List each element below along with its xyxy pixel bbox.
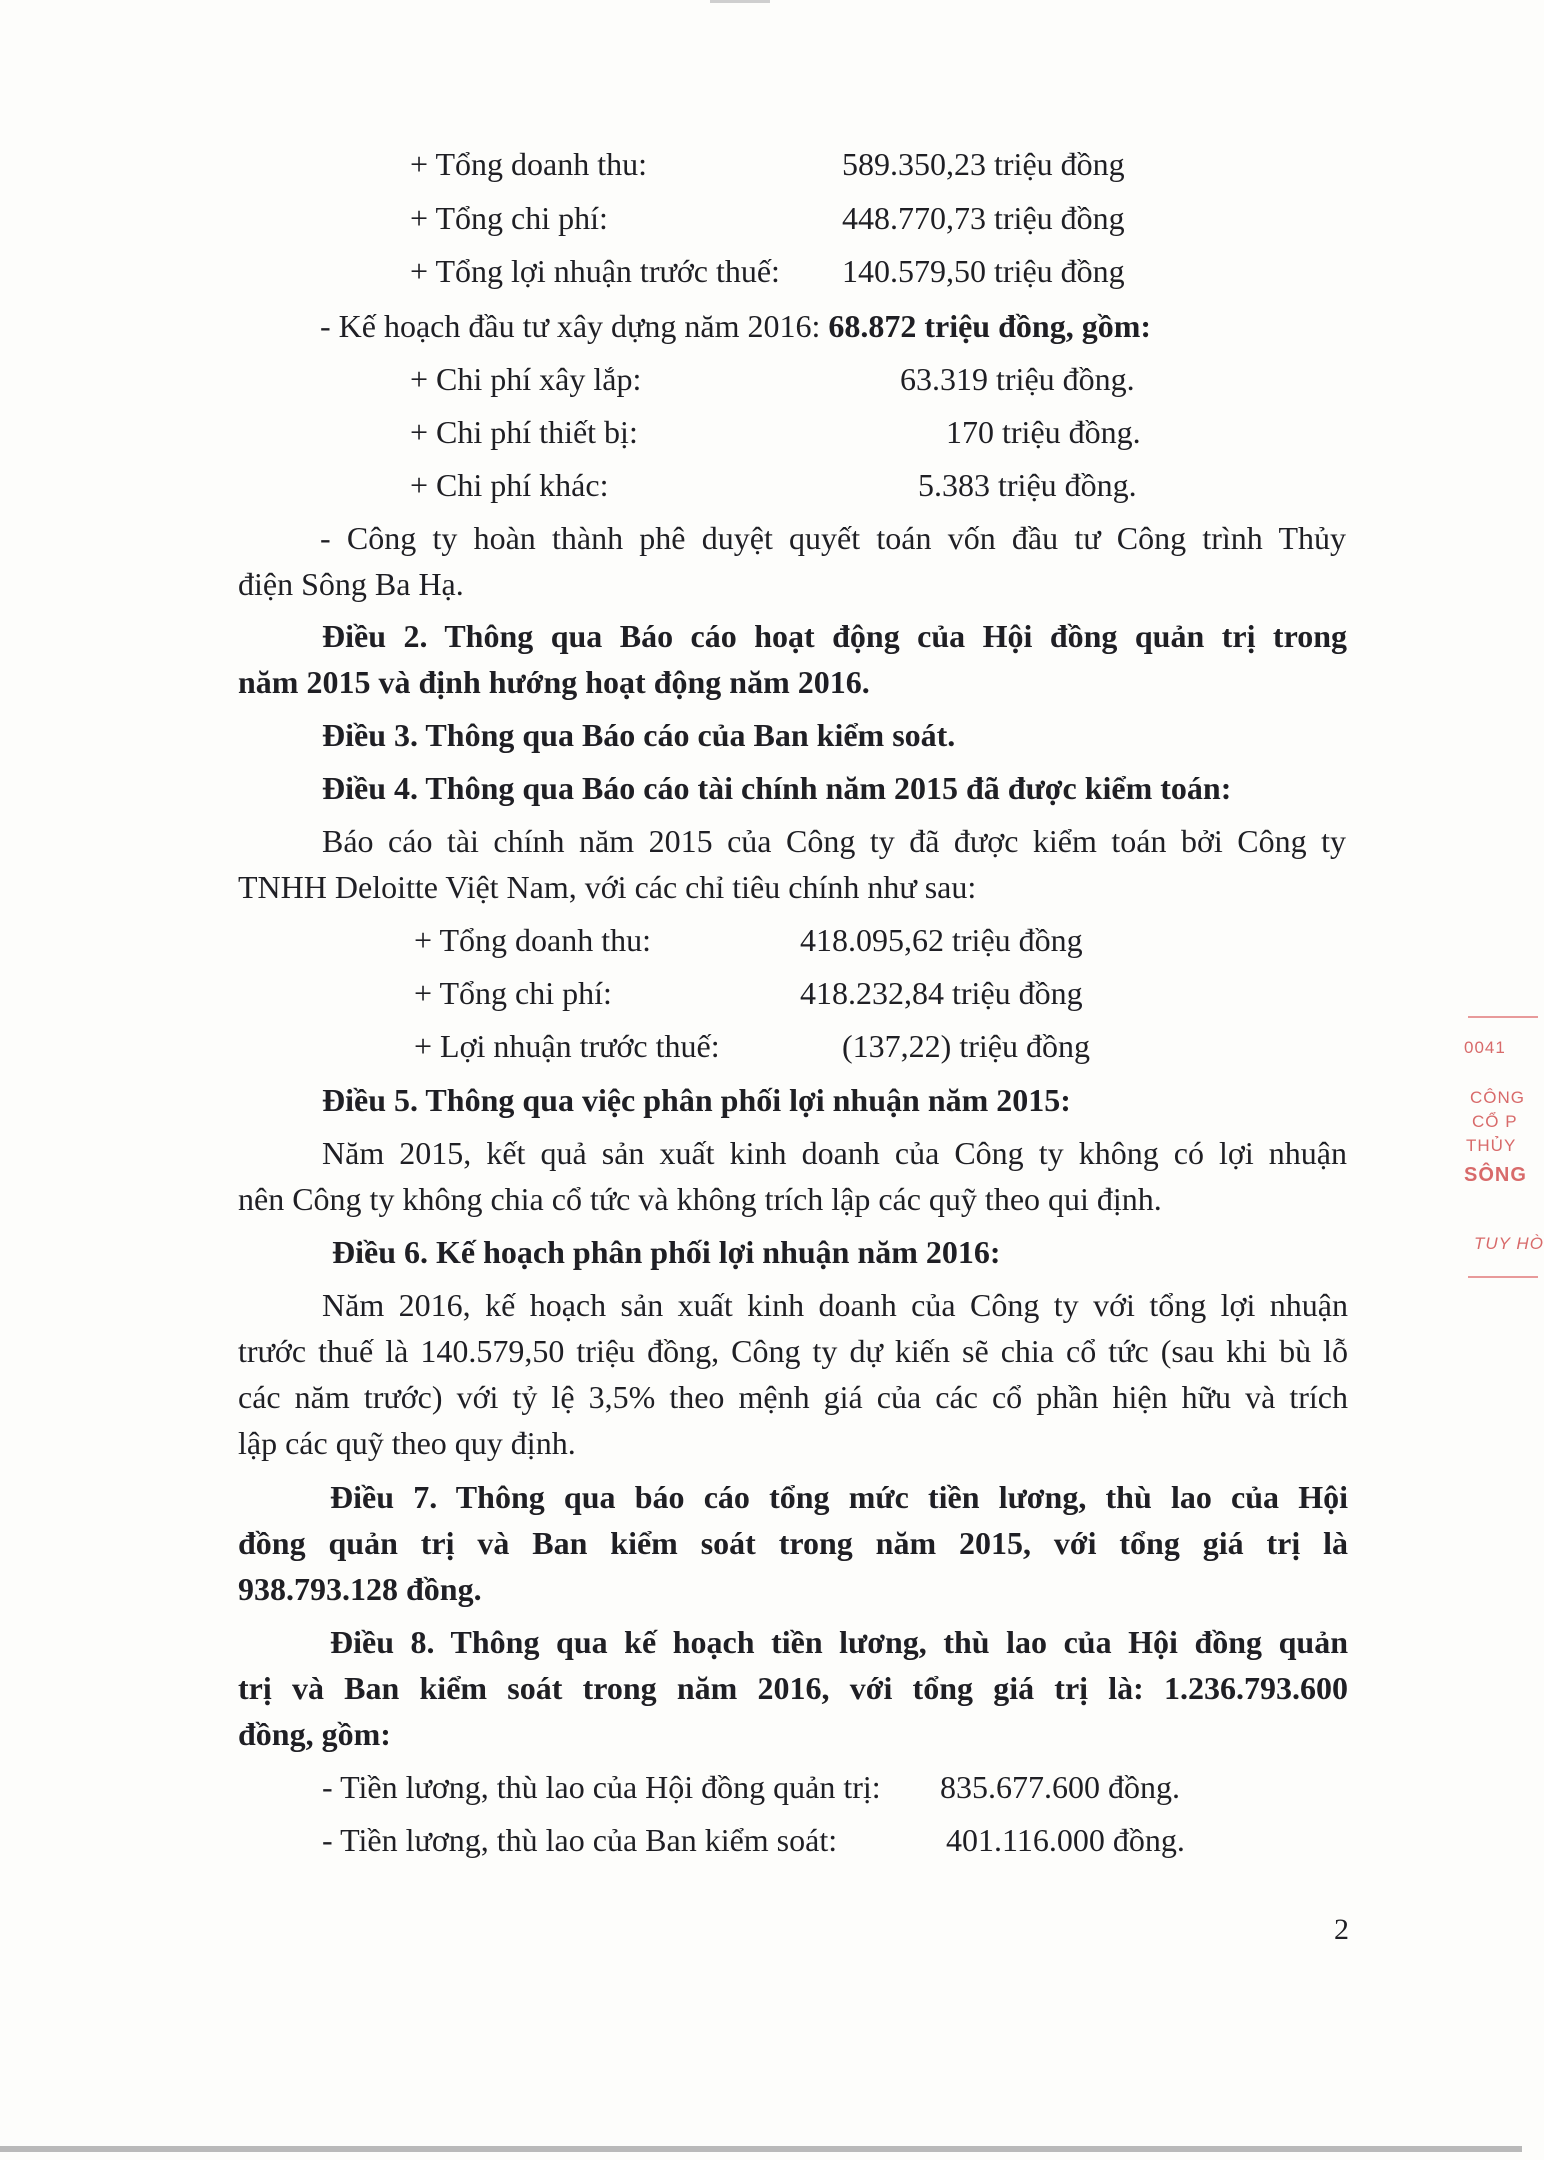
- company-stamp: [1460, 1008, 1544, 1288]
- dieu6-line2: trước thuế là 140.579,50 triệu đồng, Công ty dự kiến sẽ chia cổ tức (sau khi bù lỗ: [238, 1333, 1348, 1369]
- dieu5-title: Điều 5. Thông qua việc phân phối lợi nhuận năm 2015:: [322, 1082, 1071, 1118]
- dieu2-line1: Điều 2. Thông qua Báo cáo hoạt động của Hội đồng quản trị trong: [322, 618, 1347, 654]
- rev-plan-value-1: 589.350,23 triệu đồng: [842, 146, 1125, 182]
- dieu4-line2: TNHH Deloitte Việt Nam, với các chỉ tiêu chính như sau:: [238, 869, 977, 905]
- dieu6-title: Điều 6. Kế hoạch phân phối lợi nhuận năm 2016:: [332, 1234, 1001, 1270]
- invest-label-3: + Chi phí khác:: [410, 467, 609, 503]
- stamp-ring-bottom: [1468, 1276, 1538, 1278]
- dieu8-line3: đồng, gồm:: [238, 1716, 391, 1752]
- stamp-ring-top: [1468, 1016, 1538, 1018]
- dieu2-line2: năm 2015 và định hướng hoạt động năm 2016.: [238, 664, 870, 700]
- invest-intro-plain: - Kế hoạch đầu tư xây dựng năm 2016:: [320, 308, 829, 344]
- dieu8-line2: trị và Ban kiểm soát trong năm 2016, với tổng giá trị là: 1.236.793.600: [238, 1670, 1348, 1706]
- dieu4-title: Điều 4. Thông qua Báo cáo tài chính năm 2015 đã được kiểm toán:: [322, 770, 1232, 806]
- invest-value-2: 170 triệu đồng.: [946, 414, 1141, 450]
- dieu5-line2: nên Công ty không chia cổ tức và không trích lập các quỹ theo qui định.: [238, 1181, 1162, 1217]
- stamp-text-4: THỦY: [1466, 1136, 1517, 1155]
- page-number: 2: [1334, 1913, 1349, 1946]
- rev-plan-label-2: + Tổng chi phí:: [410, 200, 608, 236]
- fin-value-2: 418.232,84 triệu đồng: [800, 975, 1083, 1011]
- dieu3-title: Điều 3. Thông qua Báo cáo của Ban kiểm soát.: [322, 717, 956, 753]
- fin-label-1: + Tổng doanh thu:: [414, 922, 651, 958]
- dieu4-line1: Báo cáo tài chính năm 2015 của Công ty đã được kiểm toán bởi Công ty: [322, 823, 1346, 859]
- salary-label-2: - Tiền lương, thù lao của Ban kiểm soát:: [322, 1822, 838, 1858]
- dieu6-line4: lập các quỹ theo quy định.: [238, 1425, 576, 1461]
- invest-value-3: 5.383 triệu đồng.: [918, 467, 1137, 503]
- stamp-text-3: CỔ P: [1472, 1112, 1518, 1131]
- dieu7-line2: đồng quản trị và Ban kiểm soát trong năm 2015, với tổng giá trị là: [238, 1525, 1348, 1561]
- invest-label-1: + Chi phí xây lắp:: [410, 361, 642, 397]
- stamp-text-1: 0041: [1464, 1038, 1506, 1057]
- scan-top-mark: [710, 0, 770, 3]
- rev-plan-label-3: + Tổng lợi nhuận trước thuế:: [410, 253, 780, 289]
- dieu7-line1: Điều 7. Thông qua báo cáo tổng mức tiền lương, thù lao của Hội: [330, 1479, 1348, 1515]
- salary-label-1: - Tiền lương, thù lao của Hội đồng quản trị:: [322, 1769, 881, 1805]
- salary-value-1: 835.677.600 đồng.: [940, 1769, 1180, 1805]
- invest-value-1: 63.319 triệu đồng.: [900, 361, 1135, 397]
- scan-bottom-edge: [0, 2146, 1522, 2152]
- stamp-text-5: SÔNG: [1464, 1164, 1527, 1186]
- rev-plan-value-3: 140.579,50 triệu đồng: [842, 253, 1125, 289]
- fin-label-3: + Lợi nhuận trước thuế:: [414, 1028, 720, 1064]
- fin-label-2: + Tổng chi phí:: [414, 975, 612, 1011]
- dieu6-line3: các năm trước) với tỷ lệ 3,5% theo mệnh giá của các cổ phần hiện hữu và trích: [238, 1379, 1348, 1415]
- dieu5-line1: Năm 2015, kết quả sản xuất kinh doanh của Công ty không có lợi nhuận: [322, 1135, 1347, 1171]
- invest-intro: [320, 306, 1151, 346]
- invest-settle-line2: điện Sông Ba Hạ.: [238, 566, 464, 602]
- invest-settle-line1: - Công ty hoàn thành phê duyệt quyết toán vốn đầu tư Công trình Thủy: [320, 520, 1346, 556]
- invest-label-2: + Chi phí thiết bị:: [410, 414, 638, 450]
- invest-intro-bold: 68.872 triệu đồng, gồm:: [828, 308, 1151, 344]
- salary-value-2: 401.116.000 đồng.: [946, 1822, 1185, 1858]
- dieu7-line3: 938.793.128 đồng.: [238, 1571, 482, 1607]
- rev-plan-value-2: 448.770,73 triệu đồng: [842, 200, 1125, 236]
- stamp-text-6: TUY HÒ: [1474, 1234, 1544, 1253]
- fin-value-3: (137,22) triệu đồng: [842, 1028, 1090, 1064]
- dieu6-line1: Năm 2016, kế hoạch sản xuất kinh doanh của Công ty với tổng lợi nhuận: [322, 1287, 1348, 1323]
- stamp-text-2: CÔNG: [1470, 1088, 1525, 1107]
- dieu8-line1: Điều 8. Thông qua kế hoạch tiền lương, thù lao của Hội đồng quản: [330, 1624, 1348, 1660]
- fin-value-1: 418.095,62 triệu đồng: [800, 922, 1083, 958]
- rev-plan-label-1: + Tổng doanh thu:: [410, 146, 647, 182]
